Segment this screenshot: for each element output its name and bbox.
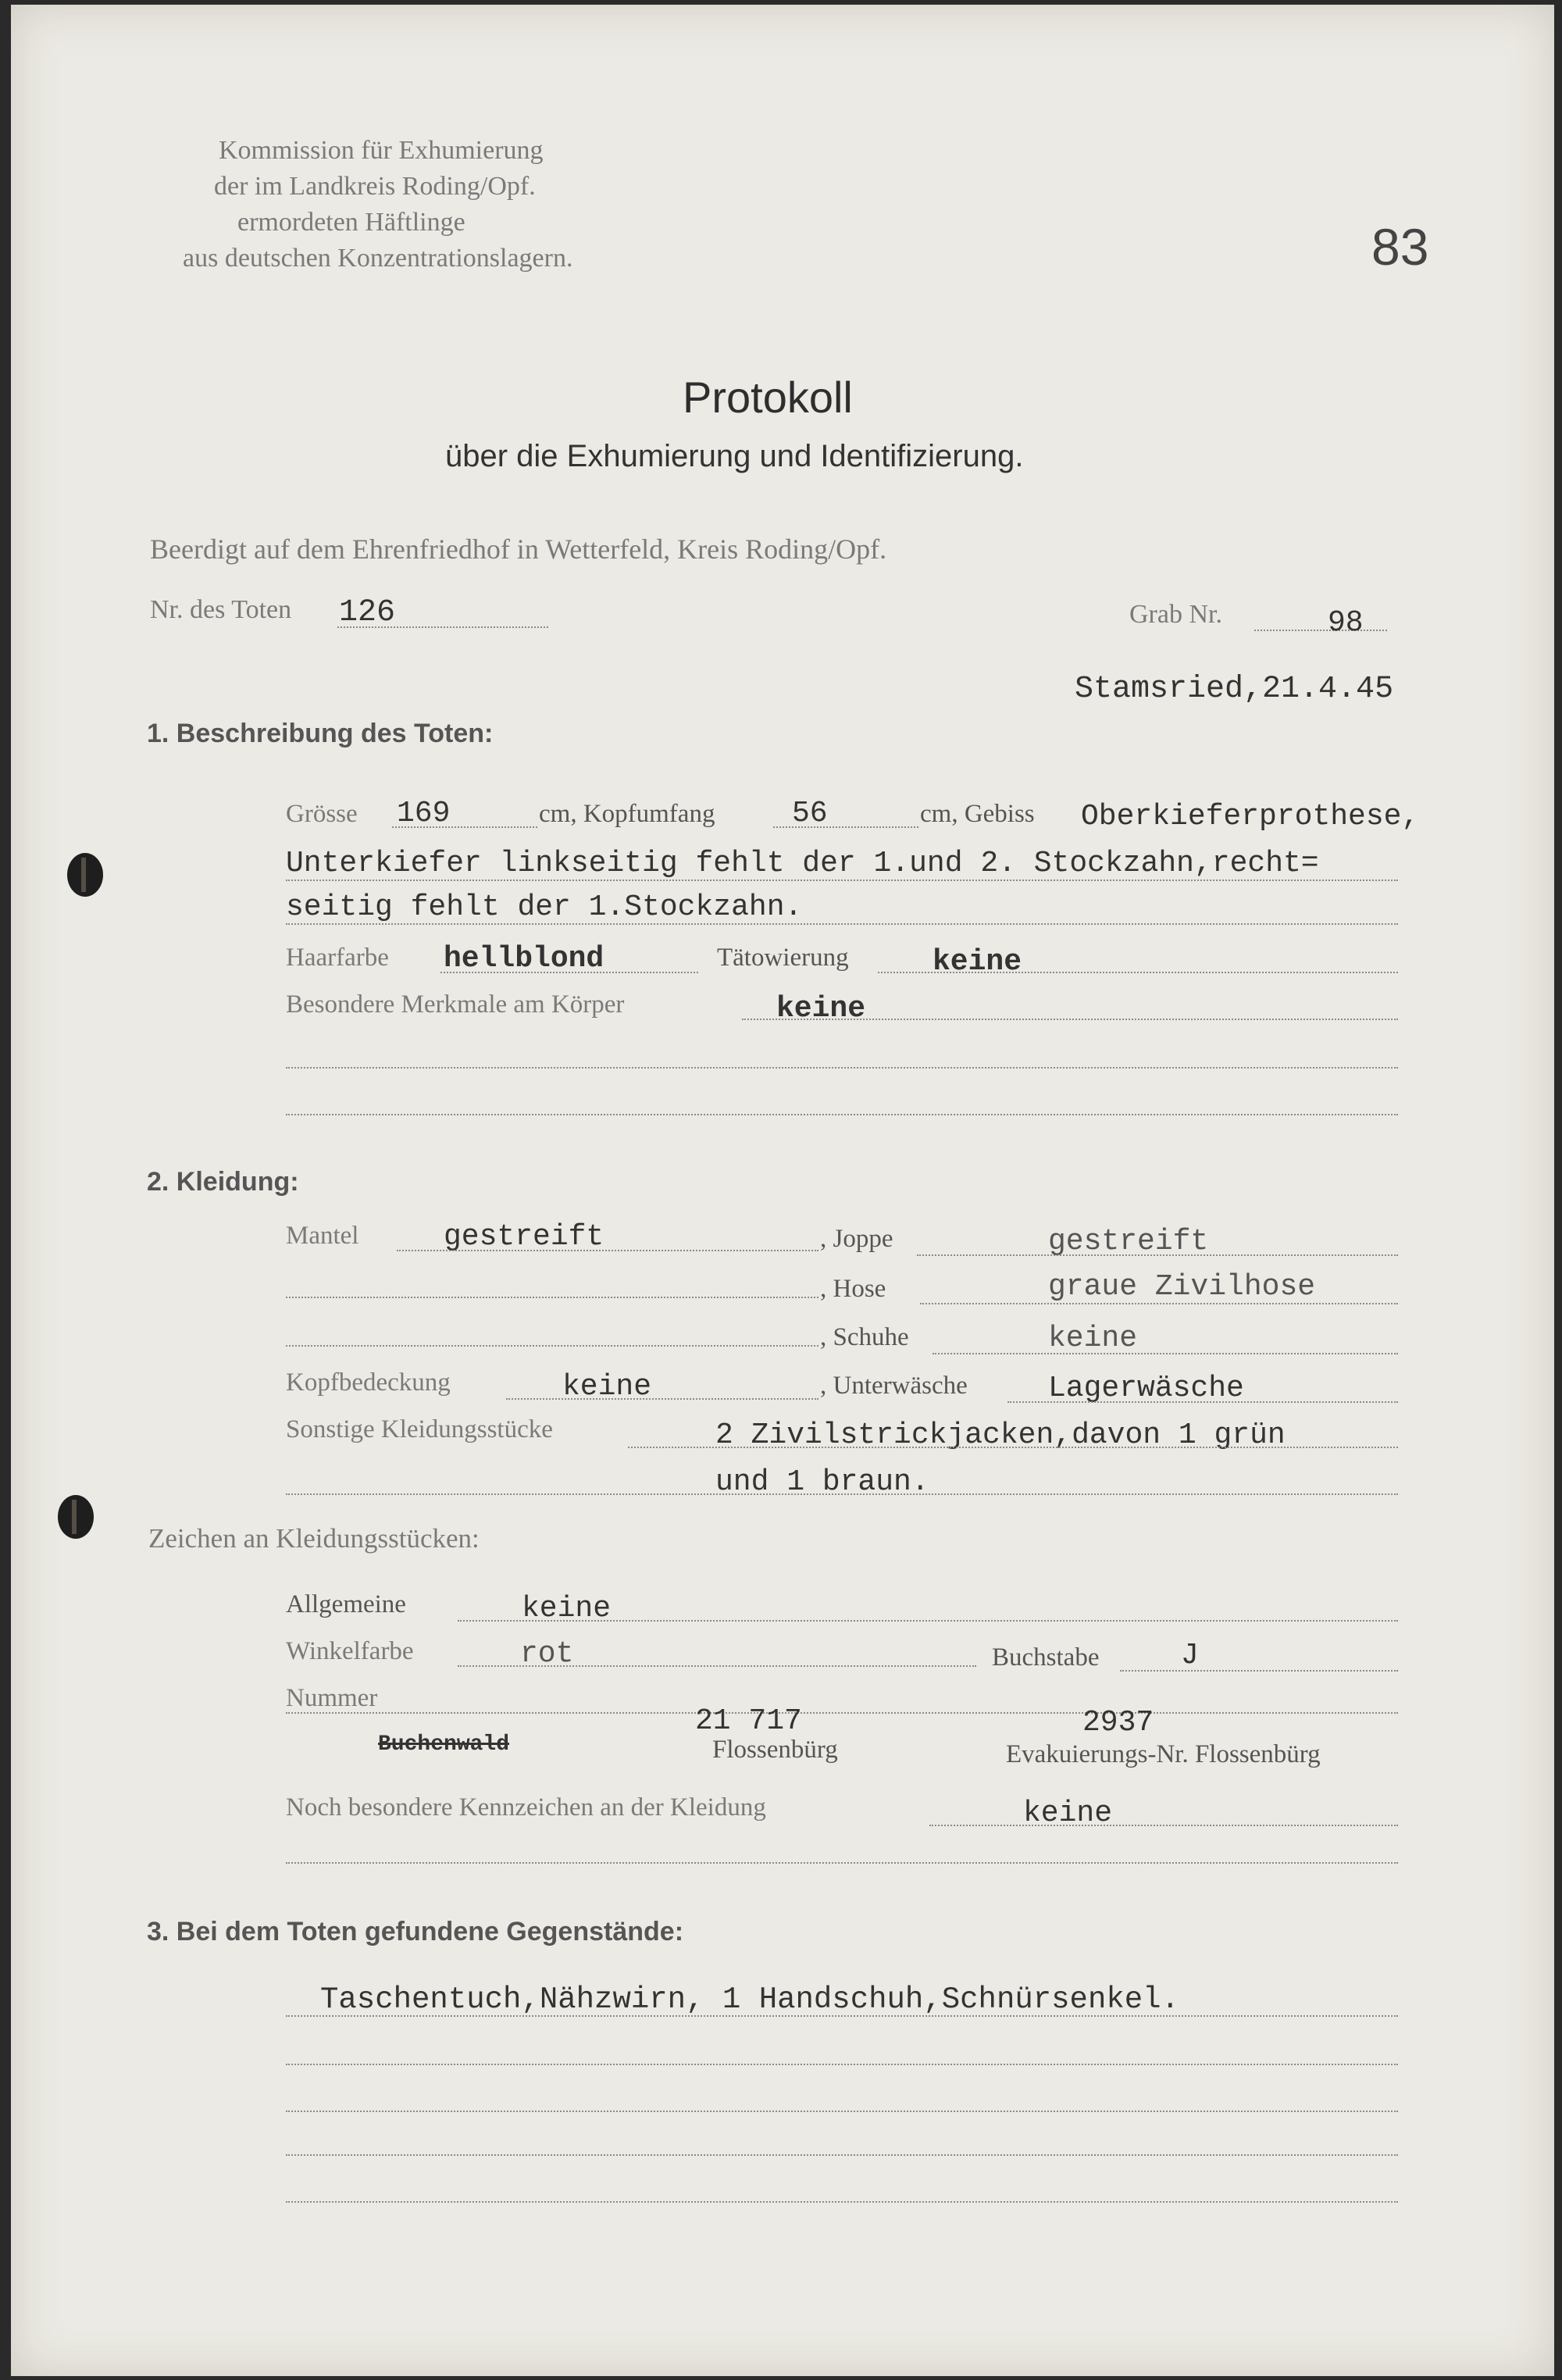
dead-number-label: Nr. des Toten xyxy=(150,595,292,624)
teeth-line-2 xyxy=(286,880,1398,881)
head-size-label: cm, Kopfumfang xyxy=(539,800,715,828)
commission-line-1: Kommission für Exhumierung xyxy=(219,136,544,165)
trousers-blank-line xyxy=(286,1297,818,1298)
underwear-label: , Unterwäsche xyxy=(820,1372,968,1400)
dead-number-value: 126 xyxy=(339,595,396,630)
letter-value: J xyxy=(1181,1639,1199,1672)
headwear-label: Kopfbedeckung xyxy=(286,1368,451,1397)
commission-line-2: der im Landkreis Roding/Opf. xyxy=(214,172,536,201)
teeth-label: cm, Gebiss xyxy=(920,800,1035,828)
marks-line-2 xyxy=(286,1067,1398,1069)
found-items-line-1 xyxy=(286,2015,1398,2017)
other-marks-value: keine xyxy=(1023,1797,1113,1830)
dead-number-line xyxy=(337,626,548,628)
marks-line xyxy=(742,1019,1398,1020)
headwear-line xyxy=(506,1398,818,1400)
number-line xyxy=(286,1712,1398,1714)
underwear-line xyxy=(1007,1401,1398,1403)
page-number: 83 xyxy=(1371,218,1429,276)
other-clothing-value-1: 2 Zivilstrickjacken,davon 1 grün xyxy=(715,1418,1286,1452)
size-label: Grösse xyxy=(286,800,358,828)
hair-line xyxy=(440,972,698,973)
size-line xyxy=(392,826,537,828)
burial-line: Beerdigt auf dem Ehrenfriedhof in Wetterfeld, Kreis Roding/Opf. xyxy=(150,533,887,565)
buchenwald-struck-label: Buchenwald xyxy=(378,1732,510,1757)
other-marks-line-2 xyxy=(286,1862,1398,1864)
punch-hole-top xyxy=(67,853,103,897)
general-marks-label: Allgemeine xyxy=(286,1590,406,1618)
flossenbuerg-label: Flossenbürg xyxy=(712,1736,838,1764)
clothing-marks-heading: Zeichen an Kleidungsstücken: xyxy=(148,1523,480,1554)
other-marks-line xyxy=(929,1825,1398,1826)
other-clothing-line-2 xyxy=(286,1493,1398,1495)
commission-line-4: aus deutschen Konzentrationslagern. xyxy=(183,244,573,273)
shoes-blank-line xyxy=(286,1345,818,1347)
trousers-label: , Hose xyxy=(820,1275,886,1303)
head-size-value: 56 xyxy=(792,797,828,830)
found-items-line-5 xyxy=(286,2201,1398,2203)
teeth-value-line-1: Oberkieferprothese, xyxy=(1081,800,1420,833)
teeth-value-line-3: seitig fehlt der 1.Stockzahn. xyxy=(286,890,803,924)
jacket-label: , Joppe xyxy=(820,1225,893,1253)
grave-number-value: 98 xyxy=(1328,606,1364,640)
section-2-heading: 2. Kleidung: xyxy=(147,1167,299,1197)
found-items-line-2 xyxy=(286,2064,1398,2065)
grave-number-line xyxy=(1254,630,1387,631)
other-marks-label: Noch besondere Kennzeichen an der Kleidung xyxy=(286,1793,766,1822)
found-items-line-4 xyxy=(286,2154,1398,2156)
section-1-heading: 1. Beschreibung des Toten: xyxy=(147,719,494,748)
jacket-value: gestreift xyxy=(1048,1225,1209,1258)
found-items-line-3 xyxy=(286,2111,1398,2112)
hair-value: hellblond xyxy=(444,942,604,976)
document-sheet xyxy=(11,5,1554,2376)
underwear-value: Lagerwäsche xyxy=(1048,1372,1244,1405)
letter-label: Buchstabe xyxy=(992,1643,1100,1672)
jacket-line xyxy=(917,1254,1398,1256)
evacuation-number: 2937 xyxy=(1082,1706,1154,1740)
general-marks-value: keine xyxy=(522,1592,612,1625)
number-label: Nummer xyxy=(286,1684,378,1712)
size-value: 169 xyxy=(397,797,451,830)
coat-value: gestreift xyxy=(444,1220,604,1254)
general-marks-line xyxy=(458,1620,1398,1622)
marks-value: keine xyxy=(776,992,866,1026)
evacuation-label: Evakuierungs-Nr. Flossenbürg xyxy=(1006,1740,1321,1768)
grave-number-label: Grab Nr. xyxy=(1129,600,1222,629)
teeth-value-line-2: Unterkiefer linkseitig fehlt der 1.und 2. Stockzahn,recht= xyxy=(286,847,1319,880)
commission-line-3: ermordeten Häftlinge xyxy=(237,208,465,237)
head-size-line xyxy=(773,826,918,828)
other-clothing-line-1 xyxy=(628,1447,1398,1448)
other-clothing-value-2: und 1 braun. xyxy=(715,1465,929,1499)
trousers-line xyxy=(920,1303,1398,1304)
trousers-value: graue Zivilhose xyxy=(1048,1270,1316,1304)
marks-line-3 xyxy=(286,1114,1398,1115)
tattoo-label: Tätowierung xyxy=(717,944,849,972)
shoes-label: , Schuhe xyxy=(820,1323,909,1351)
headwear-value: keine xyxy=(562,1370,652,1404)
triangle-color-line xyxy=(458,1665,976,1667)
letter-line xyxy=(1120,1670,1398,1672)
tattoo-value: keine xyxy=(933,945,1022,979)
shoes-value: keine xyxy=(1048,1322,1138,1355)
tattoo-line xyxy=(878,972,1398,973)
shoes-line xyxy=(933,1353,1398,1354)
coat-label: Mantel xyxy=(286,1222,359,1250)
found-items-value: Taschentuch,Nähzwirn, 1 Handschuh,Schnürsenkel. xyxy=(320,1982,1179,2017)
other-clothing-label: Sonstige Kleidungsstücke xyxy=(286,1415,553,1443)
place-date: Stamsried,21.4.45 xyxy=(1075,672,1394,707)
section-3-heading: 3. Bei dem Toten gefundene Gegenstände: xyxy=(147,1917,684,1946)
page-subtitle: über die Exhumierung und Identifizierung. xyxy=(445,439,1024,473)
punch-hole-bottom xyxy=(58,1495,94,1539)
coat-line xyxy=(397,1250,818,1251)
triangle-color-value: rot xyxy=(520,1637,574,1671)
page-title: Protokoll xyxy=(683,373,853,422)
hair-label: Haarfarbe xyxy=(286,944,389,972)
flossenbuerg-number: 21 717 xyxy=(695,1704,802,1738)
triangle-color-label: Winkelfarbe xyxy=(286,1637,414,1665)
marks-label: Besondere Merkmale am Körper xyxy=(286,990,625,1019)
teeth-line-3 xyxy=(286,923,1398,925)
